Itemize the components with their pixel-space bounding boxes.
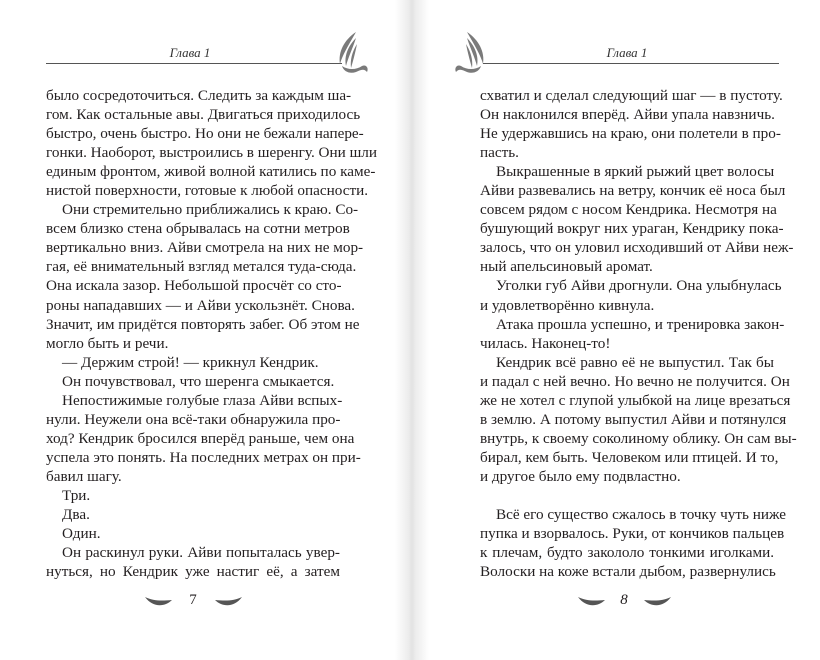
feather-right-icon (644, 595, 671, 609)
text-line: залось, что он уловил исходивший от Айви неж- (480, 239, 794, 257)
page-text (46, 86, 377, 581)
text-line: же не хотел с глупой улыбкой на лице врезаться (480, 391, 791, 409)
text-line: Три. (62, 486, 91, 504)
paragraph (480, 315, 785, 353)
text-line: совсем рядом с носом Кендрика. Несмотря на (480, 201, 777, 219)
text-line: в землю. А потому выпустил Айви и потянулся (480, 410, 787, 428)
header-rule (483, 63, 779, 64)
paragraph (480, 162, 794, 276)
text-line: Один. (62, 525, 101, 543)
text-line: бирал, кем быть. Человеком или птицей. И то, (480, 448, 779, 466)
text-line: ный апельсиновый аромат. (480, 258, 653, 276)
text-line: быстро, очень быстро. Но они не бежали напере- (46, 125, 364, 143)
text-line: Она искала зазор. Небольшой просчёт со сто- (46, 277, 342, 295)
text-line: чилась. Наконец-то! (480, 334, 611, 352)
page-text (480, 86, 797, 581)
page-number: 8 (620, 592, 628, 608)
paragraph (46, 505, 340, 524)
feather-right-icon (215, 595, 242, 609)
running-head: Глава 1 (606, 45, 648, 60)
text-line: Айви развевались на ветру, кончик её носа был (480, 182, 786, 200)
text-line: Волоски на коже встали дыбом, развернулись (480, 563, 776, 581)
text-line: Два. (62, 506, 90, 524)
text-line: гом. Как остальные авы. Двигаться приходилось (46, 106, 361, 124)
text-line: гонки. Наоборот, выстроились в шеренгу. Они шли (46, 144, 377, 162)
text-line: вертикально вниз. Айви смотрела на них не мор- (46, 239, 364, 257)
text-line: Выкрашенные в яркий рыжий цвет волосы (496, 163, 775, 181)
text-line: и удовлетворённо кивнула. (480, 296, 655, 314)
text-line: нули. Неужели она всё-таки обнаружила про- (46, 410, 341, 428)
text-line: нистой поверхности, готовые к любой опасности. (46, 182, 369, 200)
header-rule (46, 63, 342, 64)
text-line: к плечам, будто закололо тонкими иголками. (480, 544, 774, 562)
text-line: нуться, но Кендрик уже настиг её, а затем (46, 563, 340, 581)
left-page (0, 0, 405, 660)
text-line: бавил шагу. (46, 467, 122, 485)
section-break (480, 486, 774, 505)
text-line: пупка и взорвалось. Руки, от кончиков пальцев (480, 525, 785, 543)
text-line: единым фронтом, живой волной катились по каме- (46, 163, 376, 181)
text-line: всем близко стена обрывалась на сотни метров (46, 220, 350, 238)
wing-ornament-icon (334, 30, 370, 76)
text-line: Всё его существо сжалось в точку чуть ниже (496, 506, 786, 524)
paragraph (46, 486, 340, 505)
paragraph (46, 524, 340, 543)
paragraph (480, 353, 797, 486)
page-footer (133, 590, 253, 612)
text-line: Не удержавшись на краю, они полетели в про- (480, 125, 781, 143)
text-line: Он наклонился вперёд. Айви упала навзничь. (480, 106, 775, 124)
text-line: успела это понять. На последних метрах он при- (46, 448, 361, 466)
text-line: ход? Кендрик бросился вперёд раньше, чем она (46, 429, 355, 447)
text-line: Они стремительно приближались к краю. Со- (62, 201, 359, 219)
text-line: Атака прошла успешно, и тренировка закон- (496, 315, 785, 333)
right-page (415, 0, 820, 660)
text-line: Уголки губ Айви дрогнули. Она улыбнулась (496, 277, 782, 295)
paragraph (46, 86, 377, 200)
text-line: было сосредоточиться. Следить за каждым ша- (46, 87, 352, 104)
text-line: и другое было ему подвластно. (480, 467, 681, 485)
text-line: схватил и сделал следующий шаг — в пустоту. (480, 87, 783, 104)
text-line: Непостижимые голубые глаза Айви вспых- (62, 391, 343, 409)
paragraph (46, 391, 361, 486)
text-line: Он почувствовал, что шеренга смыкается. (62, 372, 335, 390)
text-line: Значит, им придётся повторять забег. Об этом не (46, 315, 360, 333)
text-line: Кендрик всё равно её не выпустил. Так бы (496, 353, 774, 371)
text-line: гая, её внимательный взгляд метался туда-сюда. (46, 258, 357, 276)
page-footer (564, 590, 684, 612)
text-line: и падал с ней вечно. Но вечно не получится. Он (480, 372, 790, 390)
paragraph (480, 276, 782, 314)
paragraph (46, 372, 340, 391)
paragraph (46, 200, 364, 352)
text-line: пасть. (480, 144, 519, 162)
paragraph (480, 86, 783, 162)
text-line: бушующий вокруг них ураган, Кендрику пока- (480, 220, 784, 238)
paragraph (46, 353, 340, 372)
running-head: Глава 1 (169, 45, 211, 60)
text-line: Он раскинул руки. Айви попыталась увер- (62, 544, 340, 562)
wing-ornament-icon (453, 30, 489, 76)
text-line: внутрь, к своему соколиному облику. Он сам вы- (480, 429, 797, 447)
paragraph (46, 543, 340, 581)
text-line: могло быть и речи. (46, 334, 169, 352)
paragraph (480, 505, 786, 581)
text-line: роны нападавших — и Айви ускользнёт. Снова. (46, 296, 355, 314)
text-line: — Держим строй! — крикнул Кендрик. (62, 353, 319, 371)
page-number: 7 (189, 592, 197, 608)
